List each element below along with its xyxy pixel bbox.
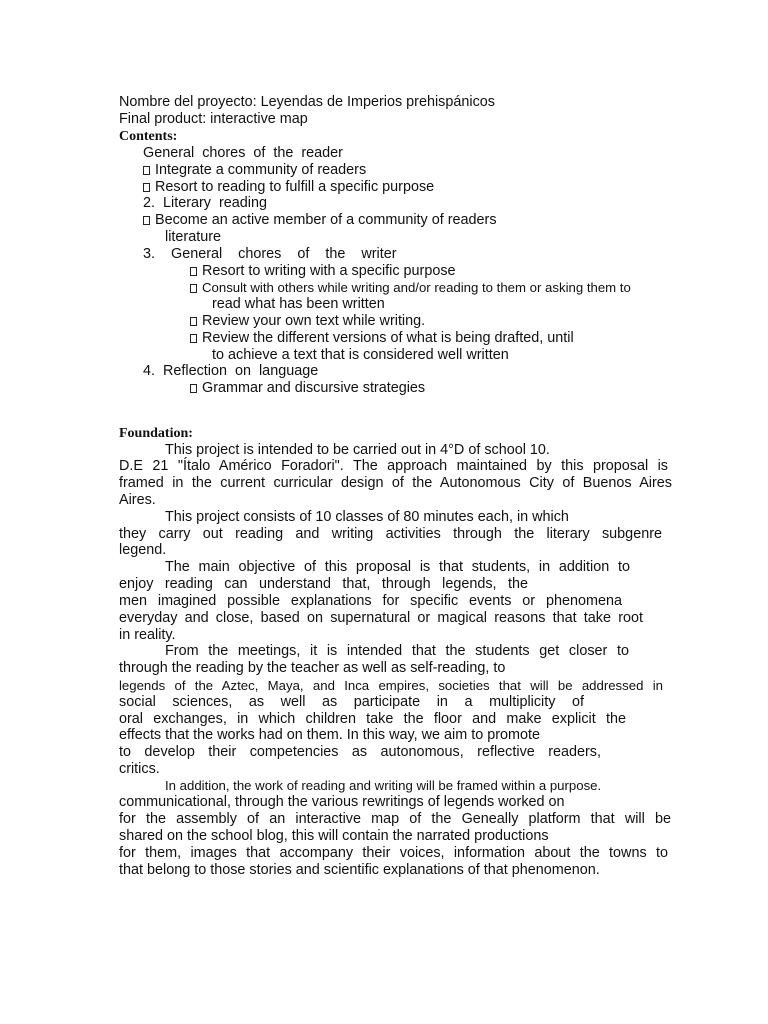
bullet-icon: [143, 216, 150, 225]
section3-item: Consult with others while writing and/or reading to them or asking them to: [190, 279, 631, 296]
section1-item: Integrate a community of readers: [143, 162, 366, 179]
foundation-line: framed in the current curricular design of the Autonomous City of Buenos Aires: [119, 475, 672, 491]
bullet-icon: [143, 166, 150, 175]
bullet-icon: [190, 284, 197, 293]
foundation-line: they carry out reading and writing activities through the literary subgenre: [119, 526, 662, 542]
section4-item: Grammar and discursive strategies: [190, 380, 425, 397]
foundation-line: in reality.: [119, 627, 176, 643]
foundation-line: legends of the Aztec, Maya, and Inca empires, societies that will be addressed in: [119, 678, 663, 693]
section3-title: 3. General chores of the writer: [143, 246, 397, 262]
foundation-line: men imagined possible explanations for specific events or phenomena: [119, 593, 622, 609]
section2-item: Become an active member of a community of readers: [143, 212, 497, 229]
contents-heading: Contents:: [119, 129, 178, 144]
section3-item-continuation: read what has been written: [212, 296, 385, 312]
foundation-line: everyday and close, based on supernatural or magical reasons that take root: [119, 610, 643, 626]
foundation-line: for them, images that accompany their voices, information about the towns to: [119, 845, 668, 861]
section1-item: Resort to reading to fulfill a specific purpose: [143, 179, 434, 196]
foundation-heading: Foundation:: [119, 426, 193, 441]
foundation-line: critics.: [119, 761, 160, 777]
section3-item: Review the different versions of what is being drafted, until: [190, 330, 574, 347]
section2-title: 2. Literary reading: [143, 195, 267, 211]
foundation-line: effects that the works had on them. In this way, we aim to promote: [119, 727, 540, 743]
section2-continuation: literature: [165, 229, 221, 245]
bullet-icon: [190, 317, 197, 326]
foundation-line: In addition, the work of reading and writing will be framed within a purpose.: [165, 778, 602, 793]
foundation-line: that belong to those stories and scientific explanations of that phenomenon.: [119, 862, 600, 878]
bullet-icon: [143, 183, 150, 192]
foundation-line: This project consists of 10 classes of 80 minutes each, in which: [165, 509, 569, 525]
foundation-line: shared on the school blog, this will contain the narrated productions: [119, 828, 549, 844]
foundation-line: Aires.: [119, 492, 156, 508]
bullet-icon: [190, 267, 197, 276]
foundation-line: enjoy reading can understand that, through legends, the: [119, 576, 528, 592]
foundation-line: through the reading by the teacher as well as self-reading, to: [119, 660, 506, 676]
foundation-line: The main objective of this proposal is that students, in addition to: [165, 559, 630, 575]
section3-item-continuation: to achieve a text that is considered well written: [212, 347, 509, 363]
foundation-line: D.E 21 "Ítalo Américo Foradori". The approach maintained by this proposal is: [119, 458, 668, 474]
section1-title: General chores of the reader: [143, 145, 343, 161]
foundation-line: oral exchanges, in which children take the floor and make explicit the: [119, 711, 626, 727]
foundation-line: social sciences, as well as participate in a multiplicity of: [119, 694, 584, 710]
foundation-line: to develop their competencies as autonomous, reflective readers,: [119, 744, 601, 760]
bullet-icon: [190, 334, 197, 343]
foundation-line: for the assembly of an interactive map of the Geneally platform that will be: [119, 811, 671, 827]
foundation-line: communicational, through the various rewritings of legends worked on: [119, 794, 565, 810]
foundation-line: This project is intended to be carried out in 4°D of school 10.: [165, 442, 550, 458]
bullet-icon: [190, 384, 197, 393]
project-name: Nombre del proyecto: Leyendas de Imperios prehispánicos: [119, 94, 495, 110]
section3-item: Resort to writing with a specific purpose: [190, 263, 456, 280]
final-product: Final product: interactive map: [119, 111, 308, 127]
section3-item: Review your own text while writing.: [190, 313, 425, 330]
foundation-line: From the meetings, it is intended that the students get closer to: [165, 643, 629, 659]
foundation-line: legend.: [119, 542, 167, 558]
section4-title: 4. Reflection on language: [143, 363, 319, 379]
